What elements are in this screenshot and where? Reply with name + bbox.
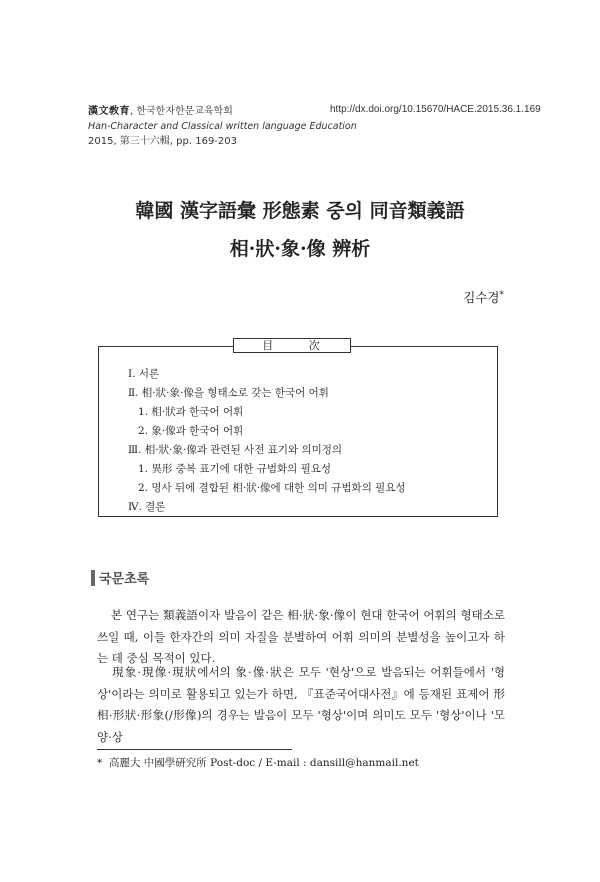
abstract-paragraph-text: 본 연구는 類義語이자 발음이 같은 相·狀·象·像이 현대 한국어 어휘의 형태소로 쓰일 때, 이들 한자간의 의미 자질을 분별하여 어휘 의미의 분별성을 높이고자 하는 데 중심 목적이 있다. [97,608,505,665]
author [463,288,504,306]
journal-logo: 漢文敎育 [88,106,130,117]
journal-korean-name: 한국한자한문교육학회 [136,106,233,117]
footnote [97,755,419,770]
footnote-marker: * [97,757,103,769]
toc-item: Ⅲ. 相·狀·象·像과 관련된 사전 표기와 의미정의 [128,444,343,456]
journal-english-name: Han-Character and Classical written language Education [88,121,357,132]
doi-link[interactable]: http://dx.doi.org/10.15670/HACE.2015.36.1.169 [330,104,541,115]
author-footnote-mark: * [499,289,504,300]
toc-item: Ⅳ. 결론 [128,501,166,513]
footnote-text: 高麗大 中國學硏究所 Post-doc / E-mail : dansill@hanmail.net [108,757,419,769]
abstract-paragraph-text: 現象·現像·現狀에서의 象·像·狀은 모두 '현상'으로 발음되는 어휘들에서 '형상'이라는 의미로 활용되고 있는가 하면, 『표준국어대사전』에 등재된 표제어 形相·形狀·形象(/形像)의 경우는 발음이 모두 '형상'이며 의미도 모두 '형상'이나 '모양·상 [97,665,505,744]
abstract-heading [91,569,149,586]
toc-item: Ⅰ. 서론 [128,368,160,380]
abstract-paragraph [97,662,505,748]
journal-header [88,104,357,149]
abstract-heading-text: 국문초록 [99,572,150,587]
toc-heading: 目 次 [233,338,351,353]
footnote-divider [97,749,292,750]
author-name: 김수경 [463,290,500,305]
abstract-paragraph [97,605,505,670]
toc-item: 2. 명사 뒤에 결합된 相·狀·像에 대한 의미 규범화의 필요성 [138,482,406,494]
toc-item: Ⅱ. 相·狀·象·像을 형태소로 갖는 한국어 어휘 [128,387,329,399]
toc-item: 2. 象·像과 한국어 어휘 [138,425,244,437]
heading-bar [91,570,95,586]
toc-item: 1. 異形 중복 표기에 대한 규범화의 필요성 [138,463,332,475]
journal-issue: 2015, 第三十六輯, pp. 169-203 [88,136,237,147]
paper-title: 韓國 漢字語彙 形態素 중의 同音類義語 [135,200,465,222]
journal-name-line: 漢文敎育, 한국한자한문교육학회 [88,106,233,117]
toc-item: 1. 相·狀과 한국어 어휘 [138,406,244,418]
paper-subtitle: 相·狀·象·像 辨析 [229,238,371,260]
